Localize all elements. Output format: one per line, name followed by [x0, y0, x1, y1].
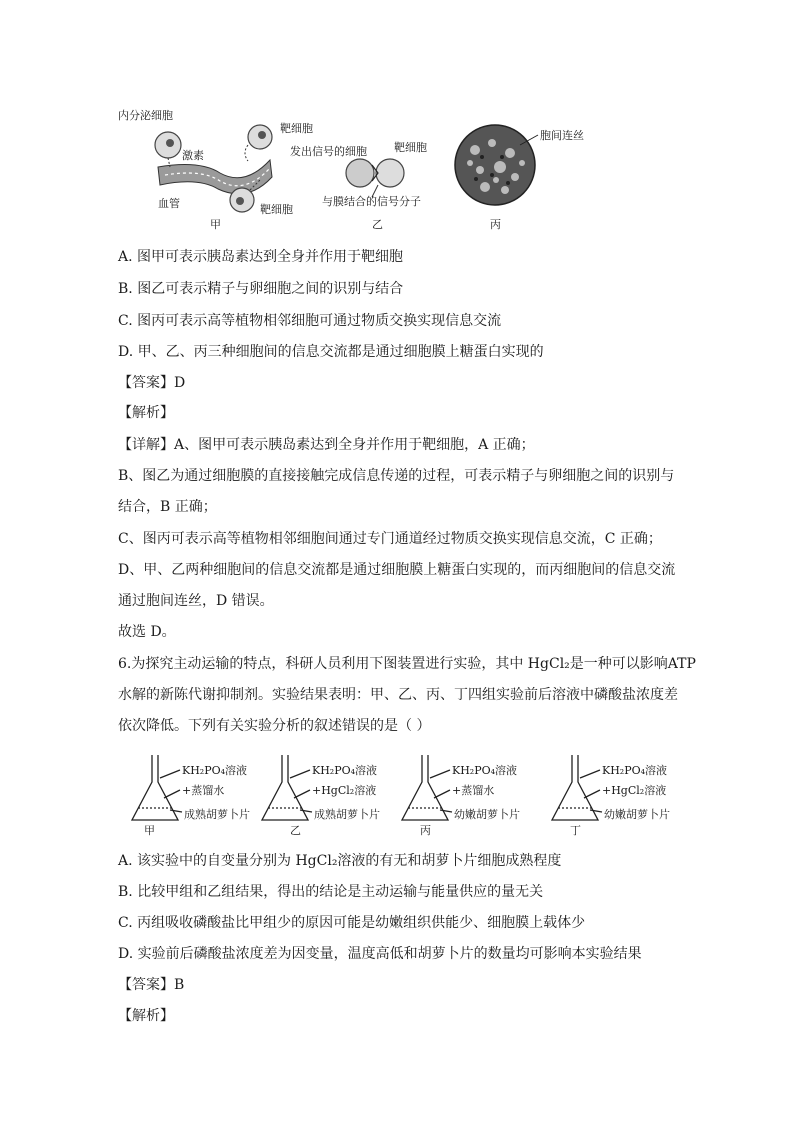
q5-option-b: B. 图乙可表示精子与卵细胞之间的识别与结合	[118, 281, 404, 297]
q6-option-c: C. 丙组吸收磷酸盐比甲组少的原因可能是幼嫩组织供能少、细胞膜上载体少	[118, 915, 586, 931]
label-endocrine-cell: 内分泌细胞	[118, 109, 173, 122]
q5-answer: 【答案】D	[118, 375, 186, 391]
flask-ding	[552, 755, 602, 820]
cell-signaling-figure	[110, 105, 600, 235]
q6-stem-1: 6.为探究主动运输的特点，科研人员利用下图装置进行实验，其中 HgCl₂是一种可以影响ATP	[118, 656, 696, 672]
flask-jia-name: 甲	[144, 824, 155, 837]
flask-ding-additive: +HgCl₂溶液	[602, 784, 667, 797]
q5-detail-5: D、甲、乙两种细胞间的信息交流都是通过细胞膜上糖蛋白实现的，而丙细胞间的信息交流	[118, 562, 676, 578]
q6-stem-3: 依次降低。下列有关实验分析的叙述错误的是（ ）	[118, 718, 431, 734]
flask-yi-solution: KH₂PO₄溶液	[312, 764, 378, 777]
flask-ding-name: 丁	[570, 824, 581, 837]
flask-ding-tissue: 幼嫩胡萝卜片	[604, 808, 670, 821]
label-signal-molecule: 与膜结合的信号分子	[322, 195, 421, 208]
q5-detail-2: B、图乙为通过细胞膜的直接接触完成信息传递的过程，可表示精子与卵细胞之间的识别与	[118, 468, 675, 484]
caption-jia: 甲	[210, 218, 221, 231]
q5-detail-1: 【详解】A、图甲可表示胰岛素达到全身并作用于靶细胞，A 正确；	[118, 437, 535, 453]
flask-bing-additive: +蒸馏水	[452, 784, 495, 797]
q6-stem-2: 水解的新陈代谢抑制剂。实验结果表明：甲、乙、丙、丁四组实验前后溶液中磷酸盐浓度差	[118, 687, 678, 703]
q5-conclusion: 故选 D。	[118, 624, 176, 640]
q6-option-d: D. 实验前后磷酸盐浓度差为因变量，温度高低和胡萝卜片的数量均可影响本实验结果	[118, 946, 642, 962]
flask-ding-solution: KH₂PO₄溶液	[602, 764, 668, 777]
label-target-cell-yi: 靶细胞	[394, 141, 427, 154]
q5-option-d: D. 甲、乙、丙三种细胞间的信息交流都是通过细胞膜上糖蛋白实现的	[118, 344, 544, 360]
flask-yi	[262, 755, 312, 820]
q6-option-b: B. 比较甲组和乙组结果，得出的结论是主动运输与能量供应的量无关	[118, 884, 544, 900]
flask-yi-name: 乙	[290, 824, 301, 837]
caption-yi: 乙	[372, 218, 383, 231]
label-signal-cell: 发出信号的细胞	[290, 145, 367, 158]
flask-yi-additive: +HgCl₂溶液	[312, 784, 377, 797]
q5-option-c: C. 图丙可表示高等植物相邻细胞可通过物质交换实现信息交流	[118, 313, 502, 329]
q6-option-a: A. 该实验中的自变量分别为 HgCl₂溶液的有无和胡萝卜片细胞成熟程度	[118, 853, 562, 869]
q5-detail-6: 通过胞间连丝，D 错误。	[118, 593, 274, 609]
flask-jia-solution: KH₂PO₄溶液	[182, 764, 248, 777]
label-plasmodesmata: 胞间连丝	[540, 129, 584, 142]
q5-option-a: A. 图甲可表示胰岛素达到全身并作用于靶细胞	[118, 249, 404, 265]
flask-bing	[402, 755, 452, 820]
label-target-cell-top: 靶细胞	[280, 122, 313, 135]
flask-jia-tissue: 成熟胡萝卜片	[184, 808, 250, 821]
flask-bing-solution: KH₂PO₄溶液	[452, 764, 518, 777]
flask-yi-tissue: 成熟胡萝卜片	[314, 808, 380, 821]
q5-detail-3: 结合，B 正确；	[118, 499, 217, 515]
q6-answer: 【答案】B	[118, 977, 185, 993]
label-blood-vessel: 血管	[158, 197, 180, 210]
q6-analysis-heading: 【解析】	[118, 1008, 174, 1024]
flask-bing-tissue: 幼嫩胡萝卜片	[454, 808, 520, 821]
label-hormone: 激素	[182, 149, 204, 162]
flask-jia-additive: +蒸馏水	[182, 784, 225, 797]
flask-experiment-figure	[130, 750, 690, 840]
label-target-cell-bottom: 靶细胞	[260, 203, 293, 216]
q5-analysis-heading: 【解析】	[118, 405, 174, 421]
flask-jia	[132, 755, 182, 820]
caption-bing: 丙	[490, 218, 501, 231]
cell-signaling-drawing	[110, 105, 600, 235]
flask-bing-name: 丙	[420, 824, 431, 837]
q5-detail-4: C、图丙可表示高等植物相邻细胞间通过专门通道经过物质交换实现信息交流，C 正确；	[118, 531, 662, 547]
